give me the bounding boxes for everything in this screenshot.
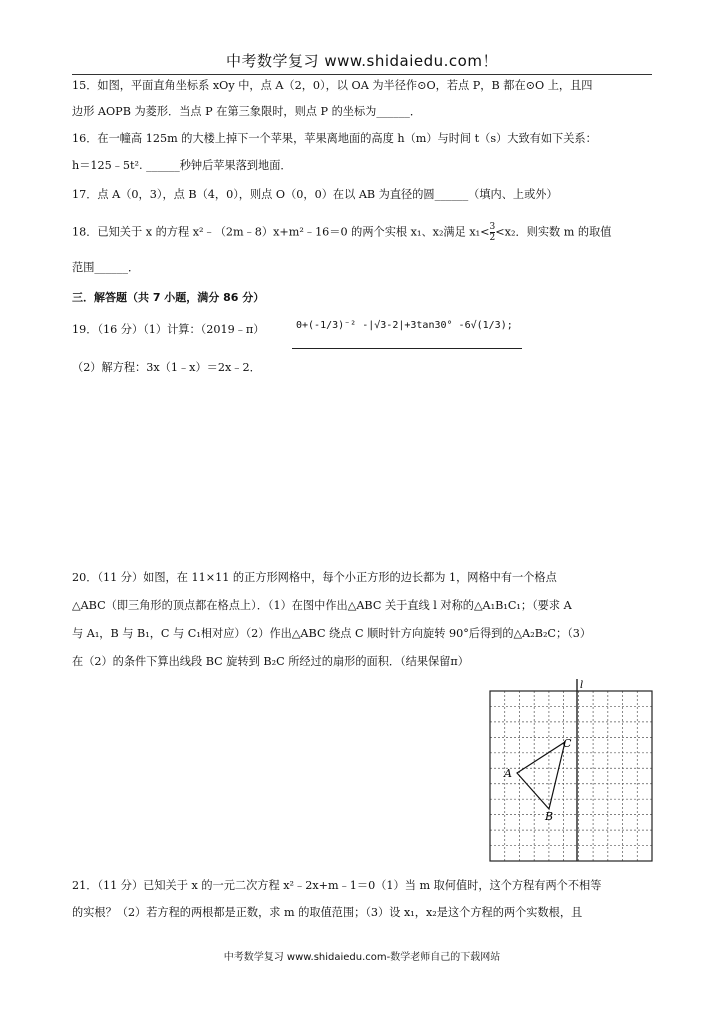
grid-lines (490, 691, 652, 861)
label-b: B (545, 810, 554, 823)
q18-line1 (72, 222, 652, 243)
triangle-abc (517, 742, 565, 809)
q20-line4: 在（2）的条件下算出线段 BC 旋转到 B₂C 所经过的扇形的面积．（结果保留π） (72, 655, 469, 668)
q20-line3: 与 A₁，B 与 B₁，C 与 C₁相对应）（2）作出△ABC 绕点 C 顺时针方向旋转 90°后得到的△A₂B₂C；（3） (72, 627, 592, 640)
q20-line1: 20．（11 分）如图，在 11×11 的正方形网格中，每个小正方形的边长都为 1，网格中有一个格点 (72, 571, 557, 584)
label-a: A (504, 767, 512, 780)
q15-line2: 边形 AOPB 为菱形．当点 P 在第三象限时，则点 P 的坐标为______． (72, 105, 422, 118)
header-rule (72, 74, 652, 75)
q19-expression (292, 314, 522, 349)
q19-part1: 19．（16 分）（1）计算：（2019﹣π） (72, 323, 265, 336)
q21-line1: 21．（11 分）已知关于 x 的一元二次方程 x²﹣2x+m﹣1＝0（1）当 m 取何值时，这个方程有两个不相等 (72, 879, 602, 892)
q17-line: 17．点 A（0，3），点 B（4，0），则点 O（0，0）在以 AB 为直径的圆______（填内、上或外） (72, 188, 558, 201)
page-footer: 中考数学复习 www.shidaiedu.com-数学老师自己的下载网站 (223, 952, 501, 963)
section-3-heading: 三．解答题（共 7 小题，满分 86 分） (72, 291, 265, 304)
q18-line2: 范围______． (72, 261, 140, 274)
grid-border (490, 691, 652, 861)
q20-line2: △ABC（即三角形的顶点都在格点上）．（1）在图中作出△ABC 关于直线 l 对称的△A₁B₁C₁；（要求 A (72, 599, 572, 612)
q19-part2: （2）解方程：3x（1﹣x）＝2x﹣2． (72, 361, 261, 374)
q18-frac-num: 3 (489, 222, 496, 232)
q21-line2: 的实根？（2）若方程的两根都是正数，求 m 的取值范围；（3）设 x₁，x₂是这个方程的两个实数根，且 (72, 906, 583, 919)
q18-text-post: <x₂．则实数 m 的取值 (495, 225, 612, 239)
q18-frac-den: 2 (489, 233, 496, 243)
page-header: 中考数学复习 www.shidaiedu.com！ (226, 52, 498, 70)
label-l: l (580, 680, 584, 691)
grid-figure (488, 677, 658, 863)
q18-text-pre: 18．已知关于 x 的方程 x²﹣（2m﹣8）x+m²﹣16＝0 的两个实根 x₁、x₂满足 x₁< (72, 225, 490, 239)
q19-expression-text: 0+(-1/3)⁻² -|√3-2|+3tan30° -6√(1/3); (296, 320, 513, 331)
q15-line1: 15．如图，平面直角坐标系 xOy 中，点 A（2，0），以 OA 为半径作⊙O，若点 P，B 都在⊙O 上，且四 (72, 79, 593, 92)
label-c: C (563, 737, 572, 750)
q16-line2: h＝125﹣5t². ______秒钟后苹果落到地面． (72, 159, 292, 172)
q16-line1: 16．在一幢高 125m 的大楼上掉下一个苹果，苹果离地面的高度 h（m）与时间 t（s）大致有如下关系： (72, 132, 597, 145)
